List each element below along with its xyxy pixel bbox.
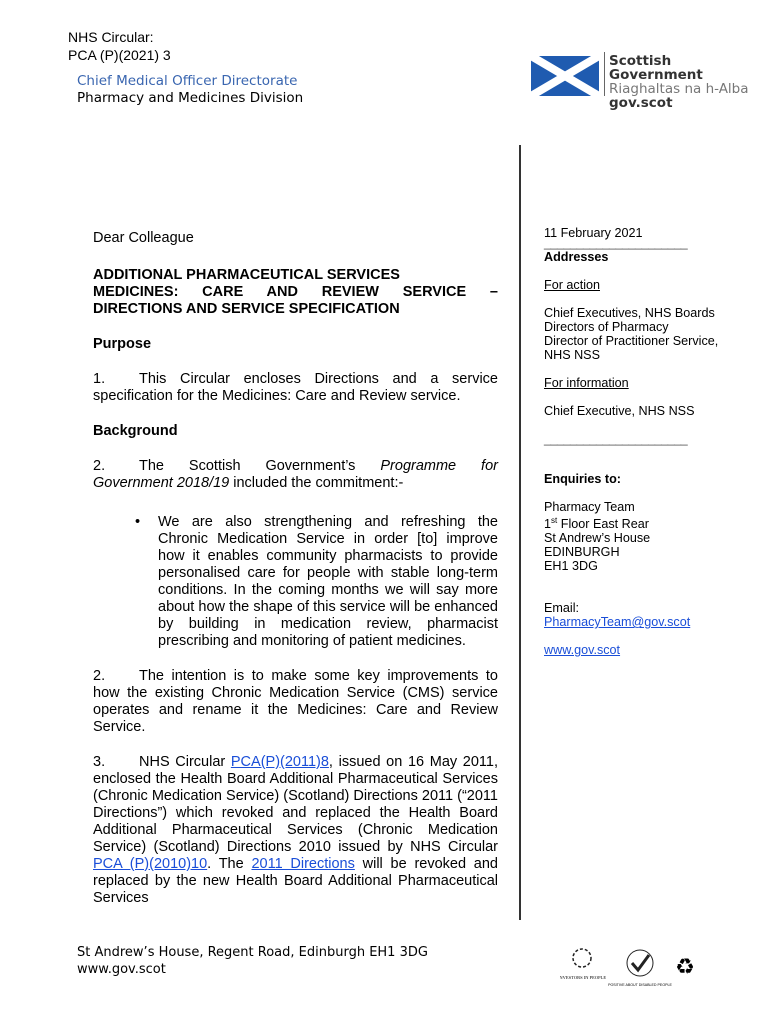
directorate-name: Chief Medical Officer Directorate <box>77 73 298 89</box>
sidebar <box>544 226 744 657</box>
paragraph-2b <box>93 668 498 736</box>
info-recipient: Chief Executive, NHS NSS <box>544 404 695 418</box>
salutation: Dear Colleague <box>93 230 194 246</box>
recipient-item: Director of Practitioner Service, <box>544 334 719 348</box>
paragraph-text-a: NHS Circular <box>139 754 231 770</box>
address-line: EH1 3DG <box>544 559 598 574</box>
floor-suffix: st <box>551 516 558 525</box>
logo-line-english: Scottish Government <box>609 53 703 83</box>
division-name: Pharmacy and Medicines Division <box>77 90 304 106</box>
title-line-2: MEDICINES: CARE AND REVIEW SERVICE – <box>93 284 498 300</box>
scottish-government-logo <box>531 52 751 111</box>
addresses-heading: Addresses <box>544 250 609 264</box>
address-line: St Andrew’s House <box>544 531 651 546</box>
letter-body <box>93 230 498 925</box>
paragraph-1 <box>93 371 498 405</box>
bullet-icon: • <box>135 514 141 530</box>
paragraph-number: 2. <box>93 458 106 474</box>
paragraph-text: This Circular encloses Directions and a service specification for the Medicines: Care and Review service. <box>93 371 498 404</box>
paragraph-text-c: . The <box>207 856 252 872</box>
circular-ref: PCA (P)(2021) 3 <box>68 47 171 63</box>
saltire-flag-icon <box>531 56 599 96</box>
enquiries-address <box>544 500 744 573</box>
website-link[interactable]: www.gov.scot <box>544 643 621 658</box>
floor-number: 1 <box>544 517 552 532</box>
title-line-3: DIRECTIONS AND SERVICE SPECIFICATION <box>93 301 400 317</box>
address-line: Pharmacy Team <box>544 500 635 514</box>
paragraph-text-pre: The Scottish Government’s <box>139 458 381 474</box>
paragraph-number: 1. <box>93 371 106 387</box>
footer-address: St Andrew’s House, Regent Road, Edinburgh EH1 3DG <box>77 945 428 960</box>
title-line-1: ADDITIONAL PHARMACEUTICAL SERVICES <box>93 267 400 283</box>
background-heading: Background <box>93 423 178 439</box>
paragraph-3 <box>93 754 498 907</box>
directorate-block <box>77 73 303 107</box>
paragraph-text-d: will be revoked and replaced by the new Health Board Additional Pharmaceutical Services <box>93 856 498 906</box>
purpose-heading: Purpose <box>93 336 152 352</box>
separator: ______________________ <box>544 236 688 250</box>
address-line: EDINBURGH <box>544 545 620 560</box>
bullet-text: We are also strengthening and refreshing the Chronic Medication Service in order [to] improve how it enables community pharmacists to provide personalised care for people with stable long-term conditions. In the coming months we will say more about how the shape of this service will be enhanced by building in medication review, pharmacist prescribing and monitoring of patient medicines. <box>158 514 498 649</box>
recipient-item: NHS NSS <box>544 348 600 362</box>
for-information-heading: For information <box>544 376 629 390</box>
positive-about-disabled-people-icon <box>608 950 672 987</box>
email-label: Email: <box>544 601 579 616</box>
badges-graphic <box>560 944 710 988</box>
link-2011-directions[interactable]: 2011 Directions <box>251 856 355 872</box>
link-pca-2010-10[interactable]: PCA (P)(2010)10 <box>93 856 208 872</box>
programme-title: Programme for Government 2018/19 <box>93 458 498 491</box>
floor-rest: Floor East Rear <box>557 517 649 532</box>
action-recipients <box>544 306 744 362</box>
accreditation-badges <box>560 944 710 988</box>
commitment-bullet <box>93 514 498 650</box>
footer-website: www.gov.scot <box>77 962 166 977</box>
recipient-item: Directors of Pharmacy <box>544 320 669 334</box>
footer <box>77 944 428 978</box>
paragraph-text-b: , issued on 16 May 2011, enclosed the Health Board Additional Pharmaceutical Services (Chronic Medication Service) (Scotland) Directions 2011 (“2011 Directions”) which revoked and replaced the Health Board Additional Pharmaceutical Services (Chronic Medication Service) (Scotland) Directions 2010 issued by NHS Circular <box>93 754 498 855</box>
paragraph-text-post: included the commitment:- <box>229 475 404 491</box>
iip-label: INVESTORS IN PEOPLE <box>560 975 607 980</box>
investors-in-people-icon <box>560 949 606 980</box>
paragraph-text: The intention is to make some key improvements to how the existing Chronic Medication Service (CMS) service operates and rename it the Medicines: Care and Review Service. <box>93 668 498 735</box>
positive-label: POSITIVE ABOUT DISABLED PEOPLE <box>608 983 672 987</box>
circular-header <box>68 28 171 64</box>
paragraph-number: 2. <box>93 668 106 684</box>
for-action-heading: For action <box>544 278 600 292</box>
logo-line-gaelic: Riaghaltas na h-Alba <box>609 81 749 97</box>
letter-date: 11 February 2021 <box>544 226 643 240</box>
enquiries-heading: Enquiries to: <box>544 472 621 486</box>
email-link[interactable]: PharmacyTeam@gov.scot <box>544 615 691 630</box>
logo-line-web: gov.scot <box>609 95 673 111</box>
link-pca-2011-8[interactable]: PCA(P)(2011)8 <box>230 754 329 770</box>
letter-title <box>93 267 498 318</box>
paragraph-2 <box>93 458 498 492</box>
logo-divider <box>604 52 605 96</box>
recipient-item: Chief Executives, NHS Boards <box>544 306 715 320</box>
address-line <box>544 514 744 531</box>
column-divider <box>519 145 521 920</box>
paragraph-number: 3. <box>93 754 106 770</box>
separator-2: ______________________ <box>544 432 688 446</box>
circular-label: NHS Circular: <box>68 29 154 45</box>
recycle-icon: ♻ <box>675 955 695 980</box>
